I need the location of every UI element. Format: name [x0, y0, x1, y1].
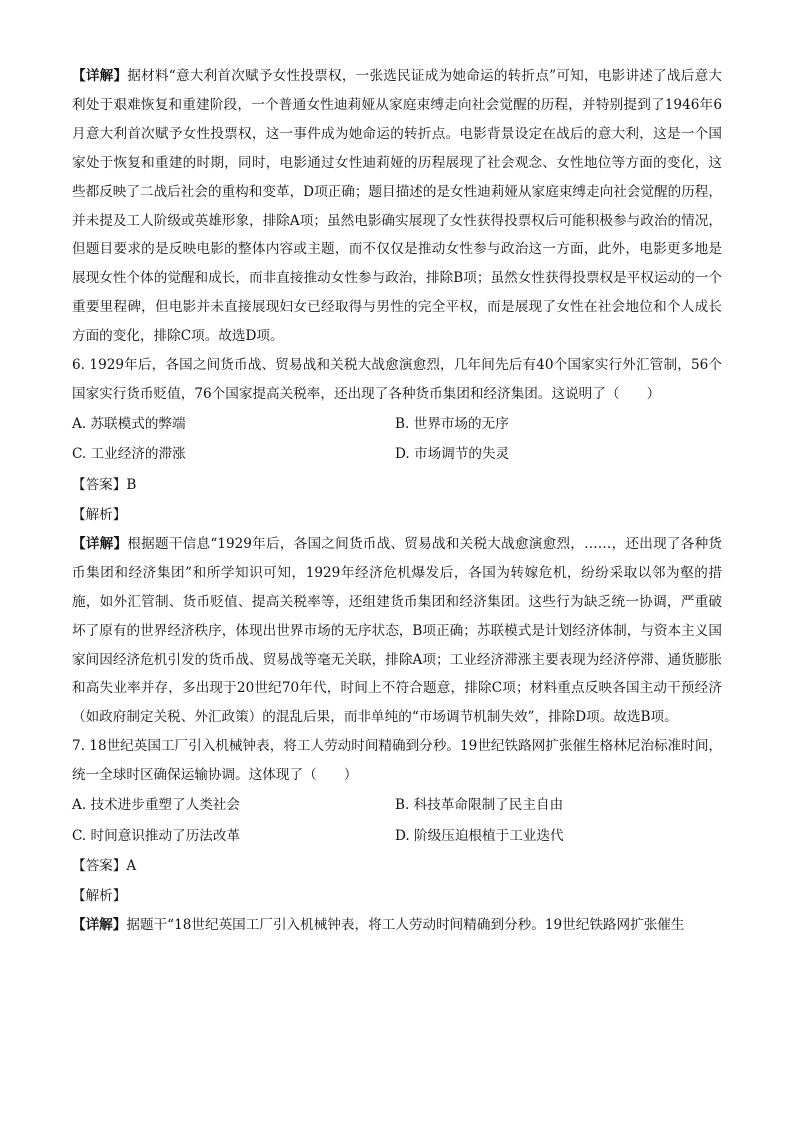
question-6-analysis-heading: 【解析】	[72, 506, 127, 523]
document-body	[72, 62, 722, 940]
question-7-stem: 7. 18世纪英国工厂引入机械钟表，将工人劳动时间精确到分秒。19世纪铁路网扩张催生格林尼治标准时间，统一全球时区确保运输协调。这体现了（ ）	[72, 738, 723, 784]
question-7-options-row-2	[72, 821, 722, 852]
question-6-detail	[72, 530, 722, 732]
option-a: A. 技术进步重塑了人类社会	[72, 797, 240, 814]
option-a: A. 苏联模式的弊端	[72, 415, 186, 432]
option-c: C. 工业经济的滞涨	[72, 446, 186, 463]
option-d: D. 阶级压迫根植于工业迭代	[395, 827, 564, 844]
question-7-answer: 【答案】A	[72, 858, 137, 875]
previous-question-detail	[72, 62, 722, 351]
option-b: B. 科技革命限制了民主自由	[395, 797, 564, 814]
question-7-options-row-1	[72, 790, 722, 821]
detail-text: 据题干“18世纪英国工厂引入机械钟表，将工人劳动时间精确到分秒。19世纪铁路网扩张催生	[126, 917, 685, 934]
detail-tag: 【详解】	[72, 535, 128, 552]
question-6-options-row-2	[72, 439, 722, 470]
option-b: B. 世界市场的无序	[395, 415, 509, 432]
question-7-detail	[72, 911, 722, 940]
question-6-options-row-1	[72, 409, 722, 440]
detail-text: 根据题干信息“1929年后，各国之间货币战、贸易战和关税大战愈演愈烈，……，还出现了各种货币集团和经济集团”和所学知识可知，1929年经济危机爆发后，各国为转嫁危机，纷纷采取以邻为壑的措施，如外汇管制、货币贬值、提高关税率等，还组建货币集团和经济集团。这些行为缺乏统一协调，严重破坏了原有的世界经济秩序，体现出世界市场的无序状态，B项正确；苏联模式是计划经济体制，与资本主义国家间因经济危机引发的货币战、贸易战等毫无关联，排除A项；工业经济滞涨主要表现为经济停滞、通货膨胀和高失业率并存，多出现于20世纪70年代，时间上不符合题意，排除C项；材料重点反映各国主动干预经济（如政府制定关税、外汇政策）的混乱后果，而非单纯的“市场调节机制失效”，排除D项。故选B项。	[72, 535, 723, 726]
detail-text: 据材料“意大利首次赋予女性投票权，一张选民证成为她命运的转折点”可知，电影讲述了战后意大利处于艰难恢复和重建阶段，一个普通女性迪莉娅从家庭束缚走向社会觉醒的历程，并特别提到了1946年6月意大利首次赋予女性投票权，这一事件成为她命运的转折点。电影背景设定在战后的意大利，这是一个国家处于恢复和重建的时期，同时，电影通过女性迪莉娅的历程展现了社会观念、女性地位等方面的变化，这些都反映了二战后社会的重构和变革，D项正确；题目描述的是女性迪莉娅从家庭束缚走向社会觉醒的历程，并未提及工人阶级或英雄形象，排除A项；虽然电影确实展现了女性获得投票权后可能积极参与政治的情况，但题目要求的是反映电影的整体内容或主题，而不仅仅是推动女性参与政治这一方面，此外，电影更多地是展现女性个体的觉醒和成长，而非直接推动女性参与政治，排除B项；虽然女性获得投票权是平权运动的一个重要里程碑，但电影并未直接展现妇女已经取得与男性的完全平权，而是展现了女性在社会地位和个人成长方面的变化，排除C项。故选D项。	[72, 68, 722, 345]
detail-tag: 【详解】	[72, 917, 127, 934]
option-d: D. 市场调节的失灵	[395, 446, 510, 463]
question-6-stem: 6. 1929年后，各国之间货币战、贸易战和关税大战愈演愈烈，几年间先后有40个国家实行外汇管制，56个国家实行货币贬值，76个国家提高关税率，还出现了各种货币集团和经济集团。这说明了（ ）	[72, 357, 722, 402]
question-7-analysis-heading: 【解析】	[72, 888, 127, 905]
question-6-answer: 【答案】B	[72, 476, 137, 493]
detail-tag: 【详解】	[72, 68, 128, 84]
option-c: C. 时间意识推动了历法改革	[72, 827, 241, 844]
